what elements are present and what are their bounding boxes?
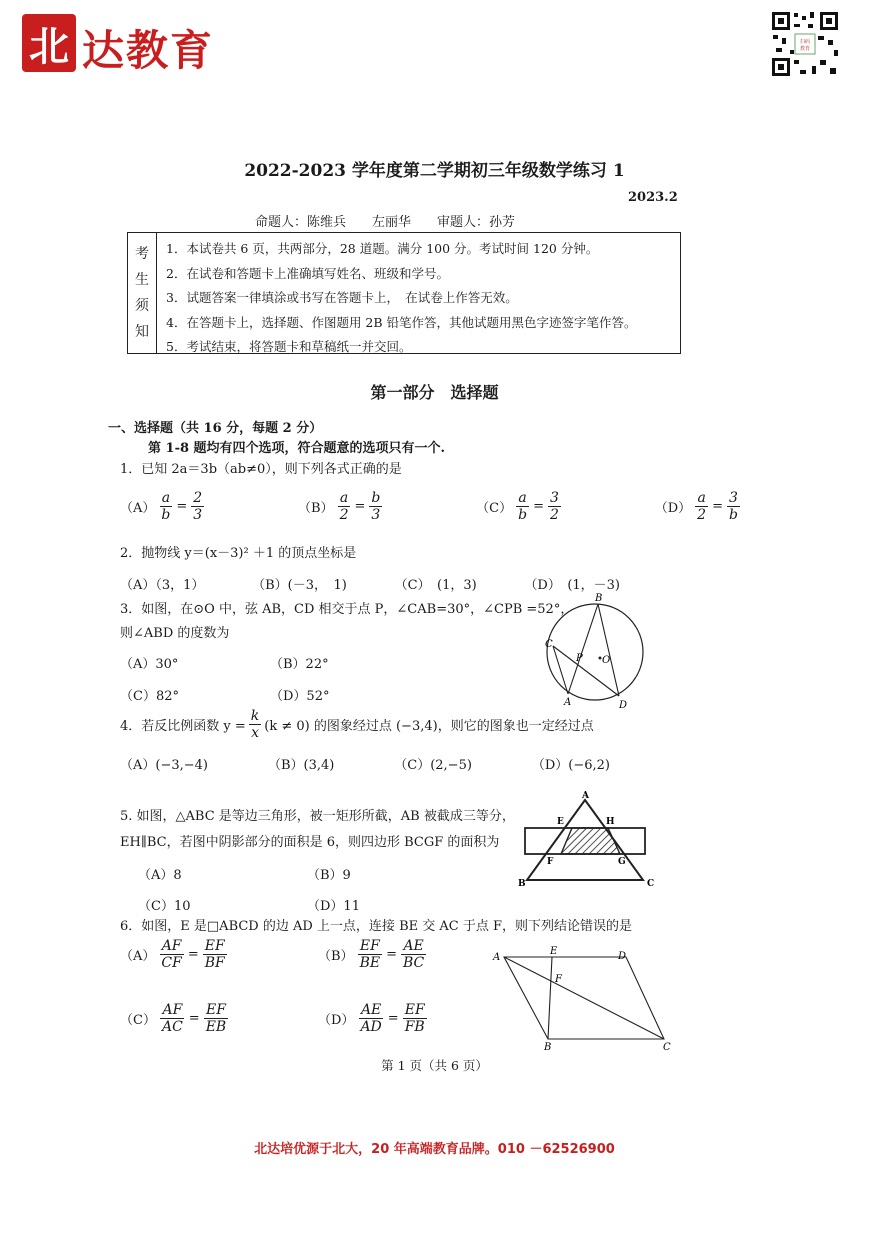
svg-text:B: B: [595, 593, 603, 604]
svg-text:C: C: [663, 1042, 671, 1053]
question-1-options: [120, 490, 740, 523]
question-3-stem-line-2: 则∠ABD 的度数为: [120, 626, 230, 641]
svg-text:P: P: [576, 653, 583, 664]
option: （B）(－3， 1): [252, 578, 347, 593]
option: （B） $\frac{EF}{BE}$ = $\frac{AE}{BC}$: [318, 938, 425, 971]
option: （C）10: [138, 899, 191, 914]
svg-text:E: E: [557, 817, 564, 827]
svg-text:B: B: [518, 879, 526, 889]
question-5-stem-line-1: 5. 如图，△ABC 是等边三角形，被一矩形所截，AB 被截成三等分，: [120, 809, 515, 824]
brand-logo-mark: 北: [22, 14, 76, 72]
qr-center-label-bottom: 教育: [799, 46, 811, 52]
option: （D）(−6,2): [531, 758, 610, 773]
svg-text:E: E: [550, 946, 558, 957]
option: （A）30°: [120, 657, 179, 672]
notice-label-char: 生: [135, 272, 149, 288]
notice-label-char: 考: [135, 246, 149, 262]
notice-item: 2．在试卷和答题卡上准确填写姓名、班级和学号。: [166, 265, 449, 281]
part-title: 第一部分 选择题: [370, 383, 499, 402]
question-3-circle-figure: [535, 588, 655, 712]
option: （B）(3,4): [267, 758, 335, 773]
option: （C） $\frac{a}{b}$ = $\frac{3}{2}$: [476, 490, 559, 523]
svg-text:G: G: [618, 857, 626, 867]
section-heading: 一、选择题（共 16 分，每题 2 分）: [108, 421, 323, 436]
option: （D） (1，－3): [524, 578, 620, 593]
footer-advert: 北达培优源于北大，20 年高端教育品牌。010 －62526900: [254, 1142, 615, 1157]
svg-text:A: A: [582, 791, 589, 801]
option: （C）(2,−5): [394, 758, 472, 773]
svg-text:A: A: [564, 697, 572, 708]
candidate-notice-box: [127, 232, 681, 354]
option: （A）8: [138, 868, 182, 883]
option: （C） $\frac{AF}{AC}$ = $\frac{EF}{EB}$: [120, 1002, 227, 1035]
page-number: 第 1 页（共 6 页）: [381, 1058, 488, 1073]
option: （A） $\frac{a}{b}$ = $\frac{2}{3}$: [120, 490, 203, 523]
question-2-stem: 2．抛物线 y＝(x－3)² ＋1 的顶点坐标是: [120, 546, 357, 561]
notice-item: 4．在答题卡上，选择题、作图题用 2B 铅笔作答，其他试题用黑色字迹签字笔作答。: [166, 314, 637, 330]
exam-title: 2022-2023 学年度第二学期初三年级数学练习 1: [244, 161, 625, 181]
question-4-stem: 4．若反比例函数 y = $\frac{k}{x}$ (k ≠ 0) 的图象经过点 (−3,4)，则它的图象也一定经过点: [120, 708, 594, 741]
question-3-stem-line-1: 3．如图，在⊙O 中，弦 AB，CD 相交于点 P，∠CAB=30°，∠CPB =52°，: [120, 602, 574, 617]
option: （D） $\frac{AE}{AD}$ = $\frac{EF}{FB}$: [318, 1002, 425, 1035]
svg-text:O: O: [602, 655, 611, 666]
notice-label-char: 须: [135, 298, 149, 314]
notice-item: 3．试题答案一律填涂或书写在答题卡上， 在试卷上作答无效。: [166, 290, 518, 305]
question-4-options: [120, 754, 610, 773]
svg-text:F: F: [555, 974, 562, 985]
option: （A）(−3,−4): [120, 758, 208, 773]
option: （B） $\frac{a}{2}$ = $\frac{b}{3}$: [298, 490, 381, 523]
notice-item: 1．本试卷共 6 页，共两部分，28 道题。满分 100 分。考试时间 120 分钟。: [166, 241, 599, 256]
option: （B）22°: [270, 657, 329, 672]
svg-text:B: B: [544, 1042, 552, 1053]
svg-text:C: C: [647, 879, 655, 889]
section-instruction: 第 1-8 题均有四个选项，符合题意的选项只有一个.: [148, 441, 446, 456]
qr-code-image: [770, 10, 840, 78]
svg-text:D: D: [619, 700, 628, 711]
option: （C） (1，3): [394, 578, 477, 593]
question-6-stem: 6．如图，E 是□ABCD 的边 AD 上一点，连接 BE 交 AC 于点 F，则下列结论错误的是: [120, 919, 632, 934]
notice-label-char: 知: [135, 324, 149, 340]
exam-date: 2023.2: [628, 190, 678, 205]
option: （A） $\frac{AF}{CF}$ = $\frac{EF}{BF}$: [120, 938, 225, 971]
notice-list: [166, 237, 637, 360]
notice-item: 5．考试结束，将答题卡和草稿纸一并交回。: [166, 339, 412, 354]
option: （D）11: [307, 899, 360, 914]
qr-center-label-top: 扫码: [799, 39, 811, 45]
exam-authors: 命题人：陈维兵 左丽华 审题人：孙芳: [255, 215, 516, 230]
question-5-triangle-figure: [515, 786, 660, 890]
svg-text:F: F: [547, 857, 554, 867]
brand-logo-text: 达教育: [82, 26, 215, 75]
option: （B）9: [307, 868, 351, 883]
option: （D） $\frac{a}{2}$ = $\frac{3}{b}$: [654, 490, 738, 523]
svg-text:C: C: [545, 639, 553, 650]
svg-text:H: H: [606, 817, 615, 827]
option: （D）52°: [270, 689, 330, 704]
question-5-stem-line-2: EH∥BC，若图中阴影部分的面积是 6，则四边形 BCGF 的面积为: [120, 835, 500, 850]
option: （C）82°: [120, 689, 179, 704]
notice-label: [128, 233, 157, 353]
option: （A）（3，1）: [120, 578, 205, 593]
question-1-stem: 1．已知 2a＝3b（ab≠0），则下列各式正确的是: [120, 462, 402, 477]
svg-text:A: A: [493, 952, 501, 963]
svg-text:D: D: [618, 951, 627, 962]
question-6-parallelogram-figure: [488, 942, 678, 1054]
